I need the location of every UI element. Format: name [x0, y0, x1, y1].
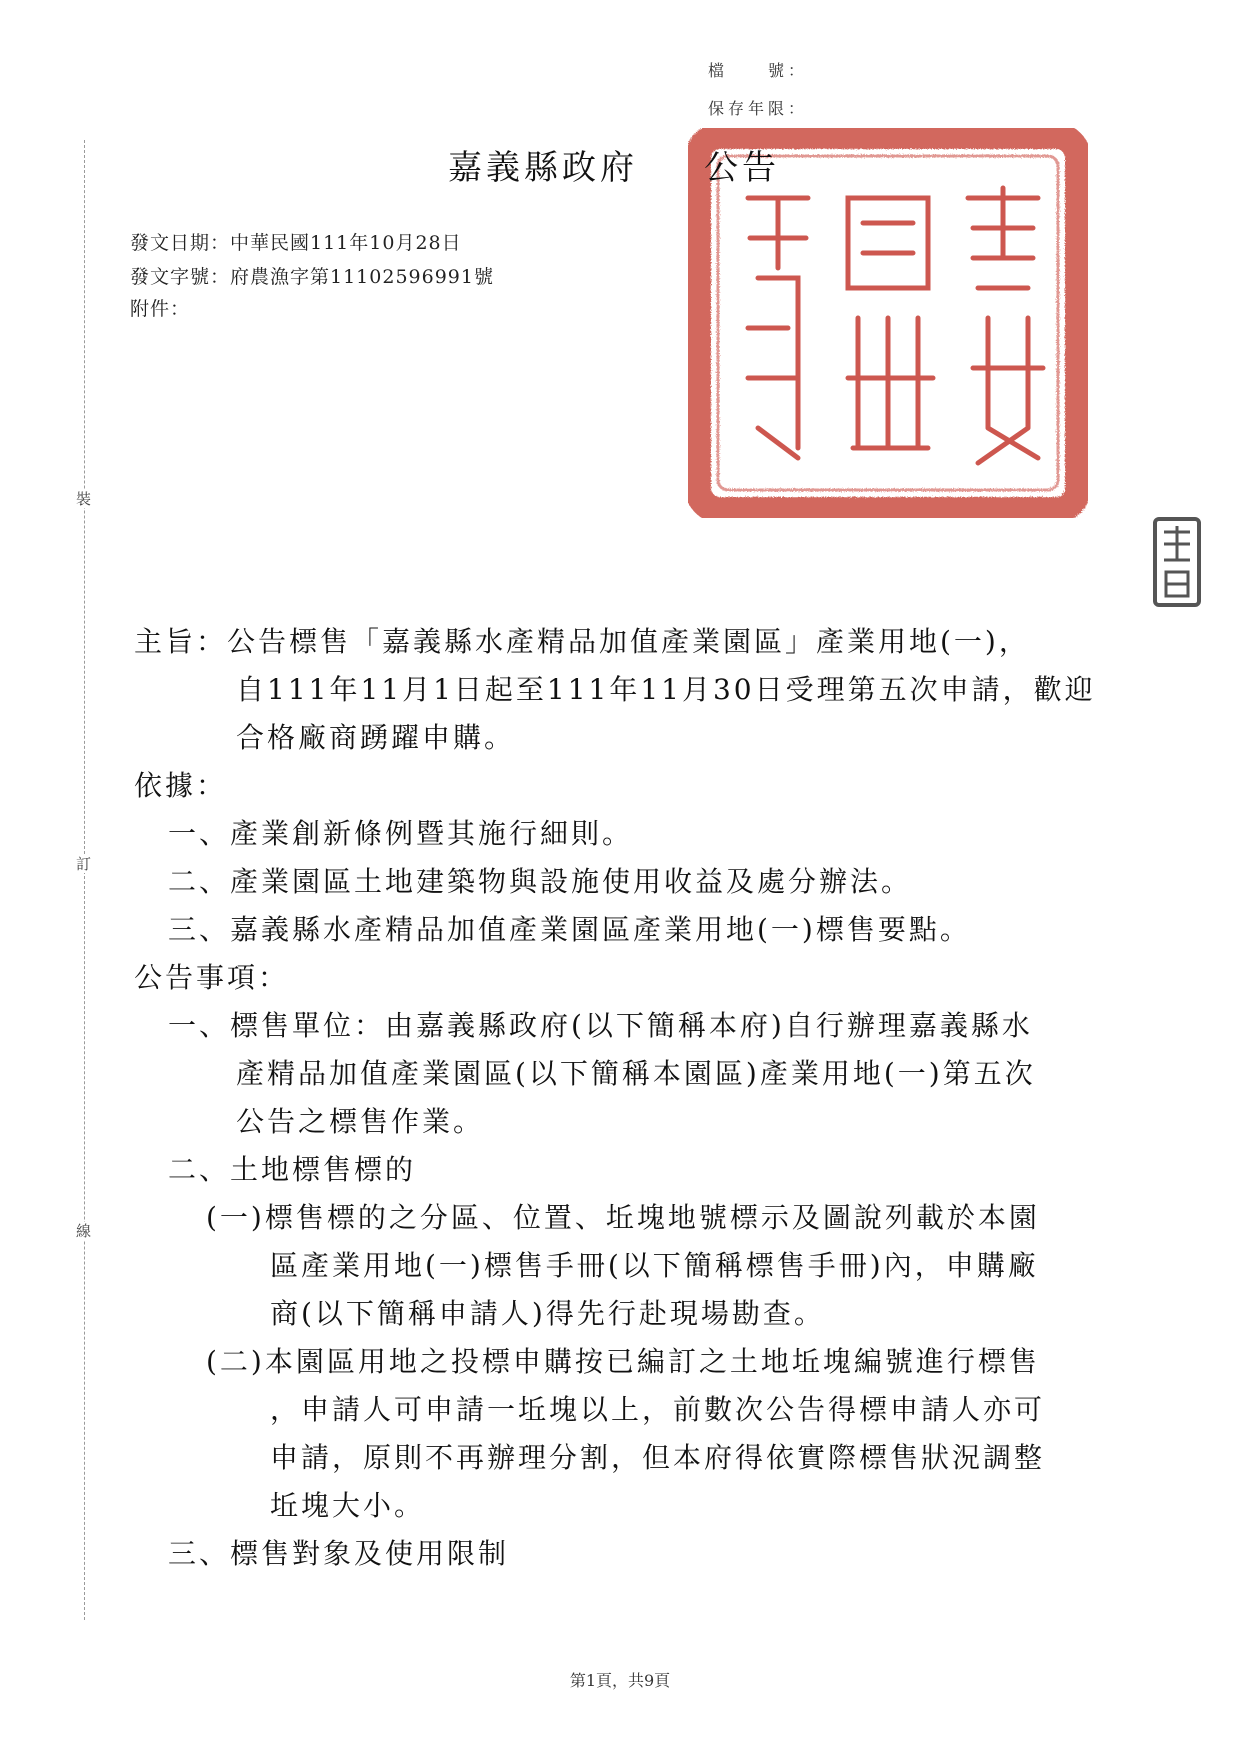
- notice-item-1-line-1: 一、標售單位：由嘉義縣政府(以下簡稱本府)自行辦理嘉義縣水: [168, 1009, 1033, 1042]
- binding-char-xian: 線: [76, 1222, 92, 1240]
- attachment-label: 附件：: [130, 298, 191, 320]
- notice-item-2-sub-2-line-2: ，申請人可申請一坵塊以上，前數次公告得標申請人亦可: [270, 1393, 1046, 1426]
- notice-item-1-line-2: 產精品加值產業園區(以下簡稱本園區)產業用地(一)第五次: [236, 1057, 1036, 1090]
- basis-item-3: 三、嘉義縣水產精品加值產業園區產業用地(一)標售要點。: [168, 913, 971, 946]
- notice-item-2-sub-2-line-4: 坵塊大小。: [270, 1489, 426, 1522]
- binding-char-ding: 訂: [76, 855, 92, 873]
- basis-item-2: 二、產業園區土地建築物與設施使用收益及處分辦法。: [168, 865, 913, 898]
- notice-item-2-sub-1-line-1: (一)標售標的之分區、位置、坵塊地號標示及圖說列載於本園: [206, 1201, 1040, 1234]
- notice-item-2-sub-2-line-1: (二)本園區用地之投標申購按已編訂之土地坵塊編號進行標售: [206, 1345, 1040, 1378]
- seam-stamp: [1152, 516, 1202, 608]
- document-type: 公告: [704, 148, 780, 188]
- agency-title: 嘉義縣政府: [448, 148, 638, 188]
- notice-heading: 公告事項：: [134, 961, 290, 994]
- issue-number: 發文字號：府農漁字第11102596991號: [130, 266, 494, 288]
- notice-item-2-heading: 二、土地標售標的: [168, 1153, 417, 1186]
- notice-item-3-heading: 三、標售對象及使用限制: [168, 1537, 510, 1570]
- notice-item-2-sub-2-line-3: 申請，原則不再辦理分割，但本府得依實際標售狀況調整: [270, 1441, 1046, 1474]
- subject-line-2: 自111年11月1日起至111年11月30日受理第五次申請，歡迎: [236, 673, 1096, 706]
- file-number-label: 檔 號：: [708, 61, 809, 80]
- issue-date: 發文日期：中華民國111年10月28日: [130, 232, 462, 254]
- subject-line-3: 合格廠商踴躍申購。: [236, 721, 516, 754]
- basis-item-1: 一、產業創新條例暨其施行細則。: [168, 817, 634, 850]
- notice-item-2-sub-1-line-2: 區產業用地(一)標售手冊(以下簡稱標售手冊)內，申購廠: [270, 1249, 1039, 1282]
- binding-line: [84, 140, 85, 1620]
- subject-line-1: 主旨：公告標售「嘉義縣水產精品加值產業園區」產業用地(一)，: [134, 625, 1030, 658]
- page-number: 第1頁，共9頁: [569, 1671, 671, 1690]
- notice-item-2-sub-1-line-3: 商(以下簡稱申請人)得先行赴現場勘查。: [270, 1297, 825, 1330]
- retention-period-label: 保存年限：: [708, 99, 809, 118]
- binding-char-zhuang: 裝: [76, 490, 92, 508]
- basis-heading: 依據：: [134, 769, 228, 802]
- notice-item-1-line-3: 公告之標售作業。: [236, 1105, 485, 1138]
